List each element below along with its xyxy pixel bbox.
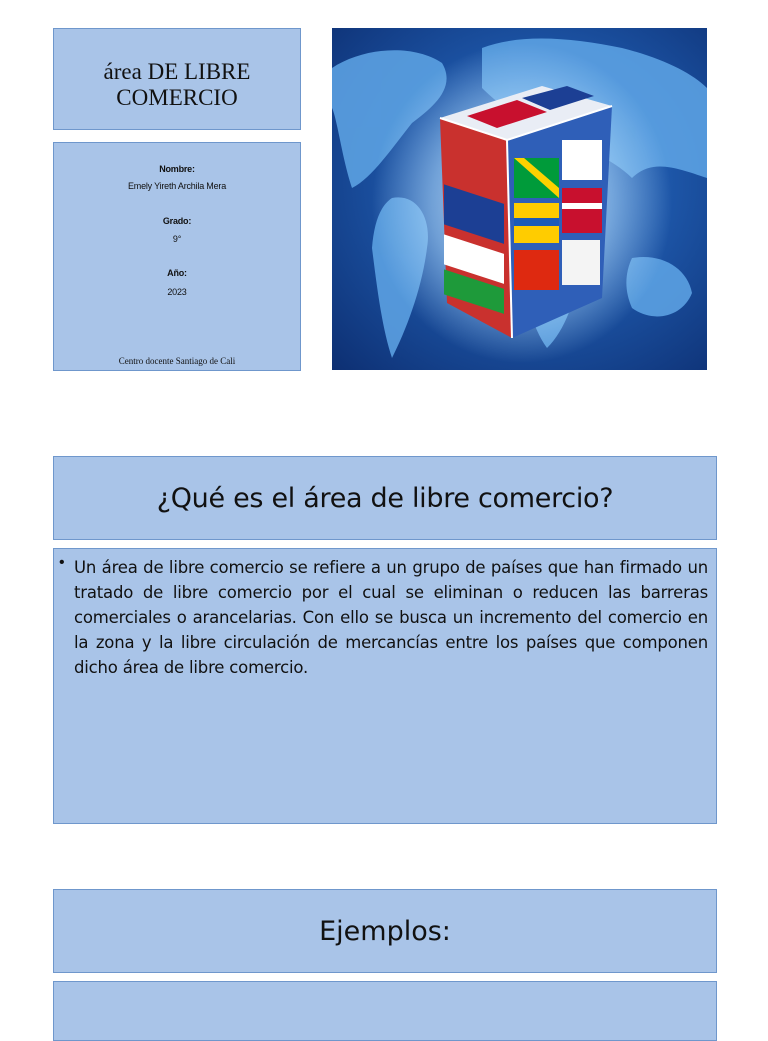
name-label: Nombre:: [159, 164, 195, 174]
student-info-box: [53, 142, 301, 371]
name-value: Emely Yireth Archila Mera: [127, 181, 227, 191]
definition-box: [53, 548, 717, 824]
examples-heading-box: [53, 889, 717, 973]
definition-heading: ¿Qué es el área de libre comercio?: [156, 482, 614, 514]
world-map-illustration: [332, 28, 707, 370]
examples-heading: Ejemplos:: [319, 915, 451, 947]
flags-cube-icon: [440, 86, 612, 338]
year-label: Año:: [167, 268, 187, 278]
cover-title: área DE LIBRE COMERCIO: [103, 59, 251, 110]
world-map-flags-cube-image: [332, 28, 707, 370]
grade-value: 9°: [172, 234, 182, 244]
title-box: [53, 28, 301, 130]
year-value: 2023: [167, 287, 187, 297]
bullet: •: [59, 554, 65, 571]
definition-heading-box: [53, 456, 717, 540]
grade-label: Grado:: [162, 216, 192, 226]
definition-text: Un área de libre comercio se refiere a un grupo de países que han firmado un tratado de libre comercio por el cual se eliminan o reducen las barreras comerciales o arancelarias. Con ello se busca un incremento del comercio en la zona y la libre circulación de mercancías entre los países que componen dicho área de libre comercio.: [74, 558, 708, 677]
school-name: Centro docente Santiago de Cali: [118, 356, 236, 366]
examples-content-box: [53, 981, 717, 1041]
